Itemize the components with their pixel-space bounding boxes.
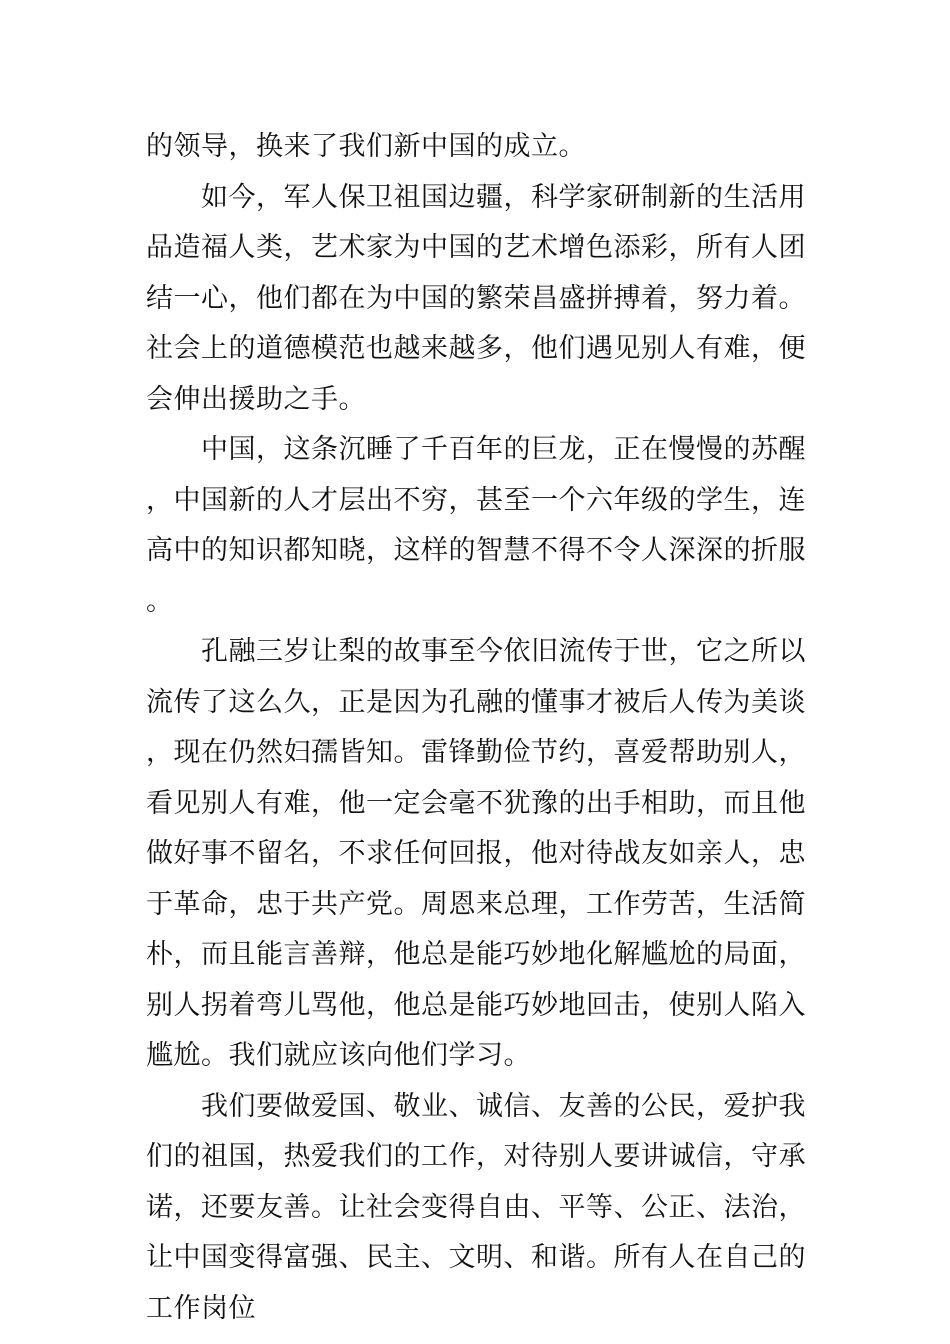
document-body (146, 122, 806, 1334)
paragraph-3: 中国，这条沉睡了千百年的巨龙，正在慢慢的苏醒，中国新的人才层出不穷，甚至一个六年级的学生，连高中的知识都知晓，这样的智慧不得不令人深深的折服。 (146, 434, 806, 617)
paragraph-4: 孔融三岁让梨的故事至今依旧流传于世，它之所以流传了这么久，正是因为孔融的懂事才被后人传为美谈，现在仍然妇孺皆知。雷锋勤俭节约，喜爱帮助别人，看见别人有难，他一定会毫不犹豫的出手相助，而且他做好事不留名，不求任何回报，他对待战友如亲人，忠于革命，忠于共产党。周恩来总理，工作劳苦，生活简朴，而且能言善辩，他总是能巧妙地化解尴尬的局面，别人拐着弯儿骂他，他总是能巧妙地回击，使别人陷入尴尬。我们就应该向他们学习。 (146, 636, 806, 1071)
paragraph-1: 的领导，换来了我们新中国的成立。 (146, 131, 586, 162)
paragraph-5: 我们要做爱国、敬业、诚信、友善的公民，爱护我们的祖国，热爱我们的工作，对待别人要讲诚信，守承诺，还要友善。让社会变得自由、平等、公正、法治，让中国变得富强、民主、文明、和谐。所有人在自己的工作岗位 (146, 1090, 806, 1324)
paragraph-2: 如今，军人保卫祖国边疆，科学家研制新的生活用品造福人类，艺术家为中国的艺术增色添彩，所有人团结一心，他们都在为中国的繁荣昌盛拼搏着，努力着。社会上的道德模范也越来越多，他们遇见别人有难，便会伸出援助之手。 (146, 181, 806, 415)
